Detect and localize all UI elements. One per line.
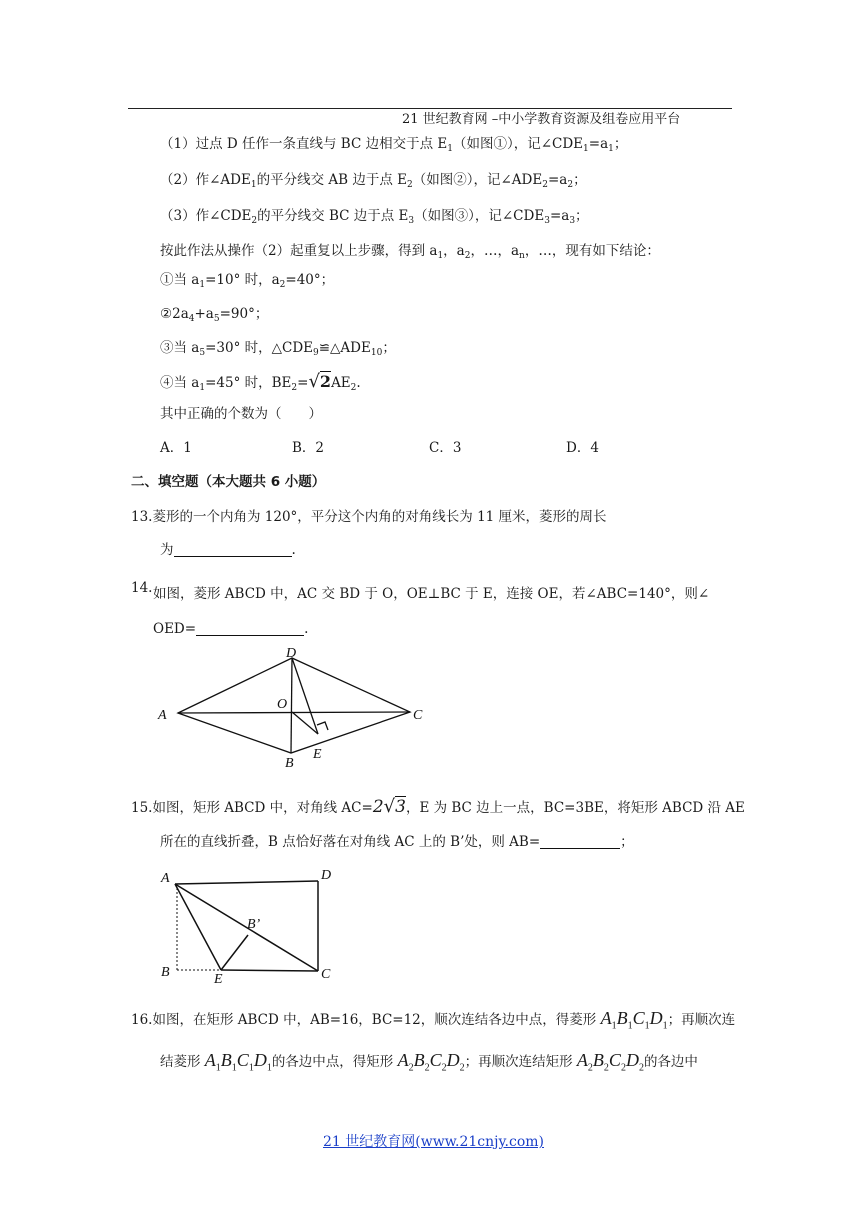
label-D: D bbox=[286, 646, 297, 661]
q15-answer-blank[interactable] bbox=[540, 834, 620, 849]
q13-line1: 13.菱形的一个内角为 120°，平分这个内角的对角线长为 11 厘米，菱形的周长 bbox=[131, 509, 607, 525]
rhombus-a1b1c1d1-ref: $A_1B_1C_1D_1$ bbox=[204, 1050, 272, 1074]
label-E: E bbox=[214, 972, 223, 984]
rhombus-abcd bbox=[178, 658, 410, 753]
question-prompt: 其中正确的个数为（ ） bbox=[160, 406, 322, 422]
step-3: （3）作$\angle CDE_2$的平分线交 BC 边于点 $E_3$（如图③），记$\angle CDE_3=a_3$； bbox=[160, 208, 589, 226]
segment-eb-prime bbox=[221, 935, 248, 970]
conclusion-2: $②2a_4+a_5=90^\circ$； bbox=[160, 306, 269, 324]
step-1: （1）过点 D 任作一条直线与 BC 边相交于点 $E_1$（如图①），记$\angle CDE_1=a_1$； bbox=[160, 136, 628, 154]
label-A: A bbox=[161, 871, 170, 886]
q13-line2: 为 . bbox=[160, 542, 296, 558]
label-C: C bbox=[321, 967, 331, 982]
label-B-prime: B’ bbox=[247, 917, 261, 932]
label-C: C bbox=[413, 708, 423, 723]
conclusion-1: ①当 $a_1=10^\circ$ 时，$a_2=40^\circ$； bbox=[160, 272, 335, 290]
segment-ec bbox=[221, 970, 318, 971]
label-B: B bbox=[285, 756, 294, 770]
figure-rhombus-q14 bbox=[155, 645, 430, 770]
edge-ad bbox=[175, 881, 318, 884]
option-d: D．4 bbox=[566, 440, 599, 456]
rectangle-a2b2c2d2-ref: $A_2B_2C_2D_2$ bbox=[576, 1050, 644, 1074]
label-A: A bbox=[158, 708, 167, 723]
q14-line1: 如图，菱形 ABCD 中，AC 交 BD 于 O，OE⊥BC 于 E，连接 OE，若∠ABC=140°，则∠ bbox=[153, 586, 710, 602]
q13-answer-blank[interactable] bbox=[174, 542, 292, 557]
fold-ae bbox=[175, 884, 221, 970]
label-D: D bbox=[321, 868, 332, 883]
option-c: C．3 bbox=[429, 440, 462, 456]
section-title: 二、填空题（本大题共 6 小题） bbox=[131, 474, 326, 490]
q14-line2: OED= . bbox=[153, 621, 309, 637]
q15-line2: 所在的直线折叠，B 点恰好落在对角线 AC 上的 B’处，则 AB= ； bbox=[160, 834, 634, 850]
footer-link[interactable]: 21 世纪教育网(www.21cnjy.com) bbox=[323, 1134, 544, 1150]
q16-line2: 结菱形 $A_1B_1C_1D_1$的各边中点，得矩形 $A_2B_2C_2D_2$；再顺次连结矩形 $A_2B_2C_2D_2$的各边中 bbox=[160, 1050, 698, 1074]
q16-line1: 16.如图，在矩形 ABCD 中，AB=16，BC=12，顺次连结各边中点，得菱形 $A_1B_1C_1D_1$；再顺次连 bbox=[131, 1008, 736, 1032]
step-2: （2）作$\angle ADE_1$的平分线交 AB 边于点 $E_2$（如图②），记$\angle ADE_2=a_2$； bbox=[160, 172, 587, 190]
diagonal-bd bbox=[291, 658, 292, 753]
option-a: A．1 bbox=[160, 440, 192, 456]
label-E: E bbox=[313, 747, 322, 762]
rectangle-a2b2c2d2: $A_2B_2C_2D_2$ bbox=[397, 1050, 465, 1074]
repeat-statement: 按此作法从操作（2）起重复以上步骤，得到 $a_1$，$a_2$，…，$a_n$，…，现有如下结论： bbox=[160, 243, 660, 261]
option-b: B．2 bbox=[292, 440, 325, 456]
q14-answer-blank[interactable] bbox=[196, 621, 304, 636]
figure-rectangle-q15 bbox=[155, 862, 345, 984]
header-text: 21 世纪教育网 –中小学教育资源及组卷应用平台 bbox=[402, 112, 681, 127]
right-angle-mark bbox=[317, 722, 328, 730]
rhombus-a1b1c1d1: $A_1B_1C_1D_1$ bbox=[600, 1008, 668, 1032]
label-O: O bbox=[277, 697, 288, 712]
q14-number: 14. bbox=[131, 580, 153, 596]
label-B: B bbox=[161, 965, 170, 980]
conclusion-3: ③当 $a_5=30^\circ$ 时，$\triangle CDE_9≌\triangle ADE_{10}$； bbox=[160, 340, 396, 358]
conclusion-4: ④当 $a_1=45^\circ$ 时，$BE_2=√2AE_2$. bbox=[160, 371, 361, 393]
q15-line1: 15.如图，矩形 ABCD 中，对角线 AC=2√3，E 为 BC 边上一点，BC=3BE，将矩形 ABCD 沿 AE bbox=[131, 796, 745, 817]
